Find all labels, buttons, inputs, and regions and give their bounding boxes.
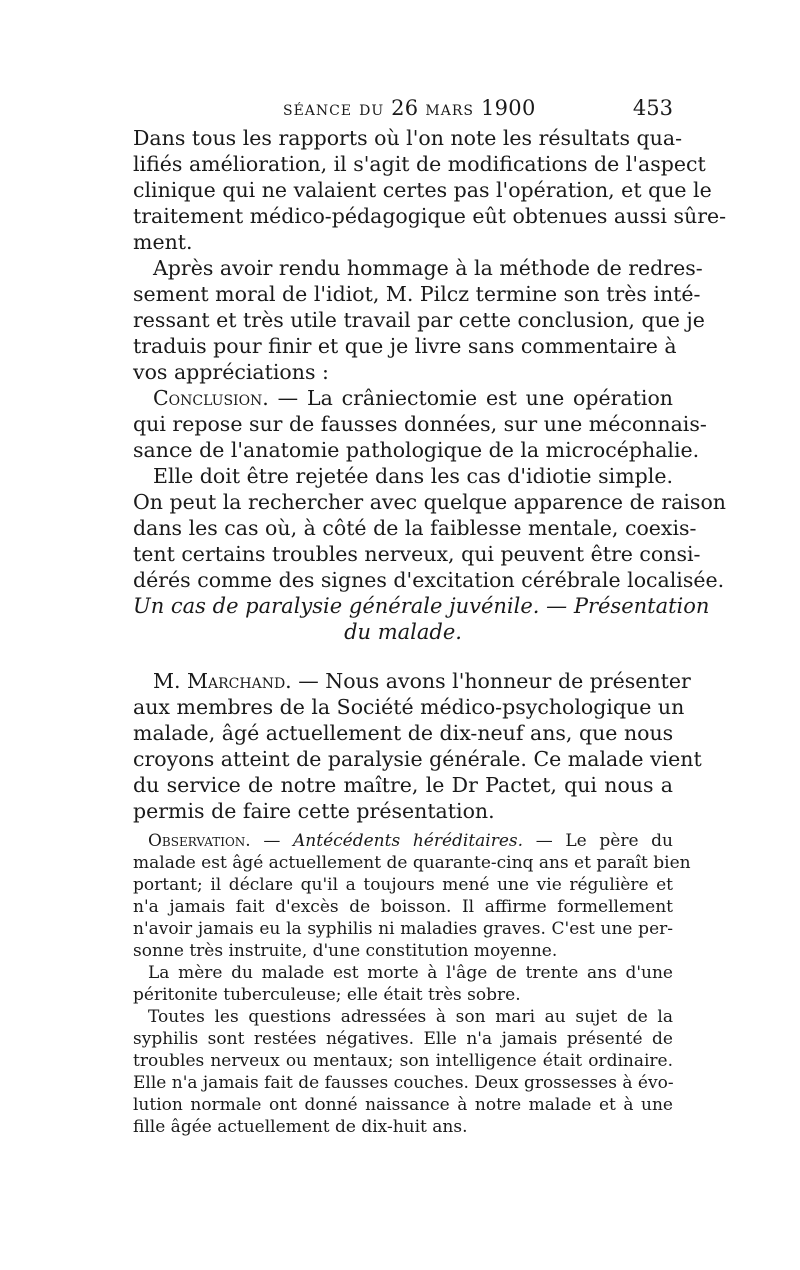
header-seance: SÉANCE (283, 103, 353, 119)
text-line: tent certains troubles nerveux, qui peuvent être consi- (133, 542, 701, 566)
dash: — (523, 831, 566, 851)
observation-first-line (148, 830, 673, 852)
header-date: 26 (391, 96, 419, 120)
dash: — (539, 594, 574, 618)
section-title-line2: du malade. (344, 620, 462, 644)
text-line: dans les cas où, à côté de la faiblesse mentale, coexis- (133, 516, 697, 540)
marchand-text: Nous avons l'honneur de présenter (325, 669, 691, 693)
text-line: portant; il déclare qu'il a toujours mené une vie régulière et (133, 875, 673, 895)
observation-text: Le père du (565, 831, 673, 851)
observation-subtitle: Antécédents héréditaires. (293, 831, 524, 851)
text-line: lifiés amélioration, il s'agit de modifications de l'aspect (133, 152, 706, 176)
header-du: DU (359, 103, 385, 119)
text-line: traitement médico-pédagogique eût obtenues aussi sûre- (133, 204, 727, 228)
text-line: malade, âgé actuellement de dix-neuf ans, que nous (133, 721, 674, 745)
text-line: qui repose sur de fausses données, sur une méconnais- (133, 412, 707, 436)
text-line: sement moral de l'idiot, M. Pilcz termine son très inté- (133, 282, 701, 306)
text-line: Après avoir rendu hommage à la méthode de redres- (153, 256, 703, 280)
text-line: vos appréciations : (133, 360, 329, 384)
dash: — (291, 669, 326, 693)
text-line: syphilis sont restées négatives. Elle n'a jamais présenté de (133, 1029, 673, 1049)
text-line: fille âgée actuellement de dix-huit ans. (133, 1117, 468, 1137)
dash: — (250, 831, 294, 851)
text-line: lution normale ont donné naissance à notre malade et à une (133, 1095, 673, 1115)
conclusion-label: Conclusion. (153, 386, 269, 410)
text-line: sonne très instruite, d'une constitution moyenne. (133, 941, 558, 961)
text-line: La mère du malade est morte à l'âge de trente ans d'une (148, 963, 673, 983)
header-year: 1900 (480, 96, 536, 120)
text-line: Elle n'a jamais fait de fausses couches. Deux grossesses à évo- (133, 1073, 674, 1093)
text-line: malade est âgé actuellement de quarante-cinq ans et paraît bien (133, 853, 691, 873)
text-line: On peut la rechercher avec quelque apparence de raison (133, 490, 726, 514)
conclusion-text: La crâniectomie est une opération (306, 386, 673, 410)
text-line: troubles nerveux ou mentaux; son intelligence était ordinaire. (133, 1051, 673, 1071)
running-head-title (283, 93, 536, 126)
running-head (133, 93, 673, 123)
text-line: permis de faire cette présentation. (133, 799, 495, 823)
header-month: MARS (425, 103, 474, 119)
text-line: Elle doit être rejetée dans les cas d'idiotie simple. (153, 464, 673, 488)
text-line: traduis pour finir et que je livre sans commentaire à (133, 334, 677, 358)
observation-label: Observation. (148, 831, 251, 851)
text-line: ressant et très utile travail par cette conclusion, que je (133, 308, 705, 332)
text-line: ment. (133, 230, 193, 254)
text-line: Dans tous les rapports où l'on note les résultats qua- (133, 126, 683, 150)
page-number: 453 (632, 96, 673, 120)
text-line: dérés comme des signes d'excitation cérébrale localisée. (133, 568, 725, 592)
dash: — (268, 386, 307, 410)
text-line: du service de notre maître, le Dr Pactet, qui nous a (133, 773, 673, 797)
text-line: n'a jamais fait d'excès de boisson. Il affirme formellement (133, 897, 673, 917)
text-line: sance de l'anatomie pathologique de la microcéphalie. (133, 438, 700, 462)
text-line: péritonite tuberculeuse; elle était très sobre. (133, 985, 521, 1005)
text-line: clinique qui ne valaient certes pas l'opération, et que le (133, 178, 712, 202)
conclusion-first-line (153, 385, 673, 411)
marchand-first-line (153, 668, 691, 694)
text-line: croyons atteint de paralysie générale. Ce malade vient (133, 747, 702, 771)
section-title-main: Un cas de paralysie générale juvénile. (133, 594, 540, 618)
speaker-prefix: M. (153, 669, 188, 693)
speaker-name: Marchand. (187, 669, 292, 693)
text-line: aux membres de la Société médico-psychologique un (133, 695, 685, 719)
section-title-presentation: Présentation (573, 594, 710, 618)
text-line: n'avoir jamais eu la syphilis ni maladies graves. C'est une per- (133, 919, 673, 939)
text-line: Toutes les questions adressées à son mari au sujet de la (148, 1007, 673, 1027)
